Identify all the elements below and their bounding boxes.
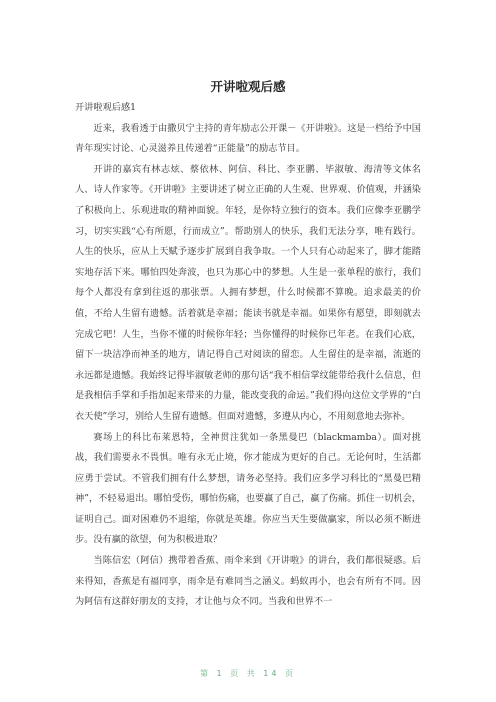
- paragraph-kobe: 赛场上的科比布莱恩特，全神贯注犹如一条黑曼巴（blackmamba）。面对挑战，我们需要永不畏惧。唯有永无止境，你才能成为更好的自己。无论何时，生活都应勇于尝试。不管我们拥有什么梦想，请务必坚持。我们应多学习科比的“黑曼巴精神”，不轻易退出。哪怕受伤，哪怕伤痛，也要赢了自己，赢了伤痛。抓住一切机会，证明自己。面对困难仍不退缩，你就是英雄。你应当天生要做赢家，所以必须不断进步。没有赢的欲望，何为积极进取？: [75, 431, 421, 546]
- page-number-footer: 第 1 页 共 14 页: [200, 669, 296, 678]
- document-title: 开讲啦观后感: [210, 79, 286, 94]
- document-body: [75, 98, 421, 613]
- paragraph-guests: 开讲的嘉宾有林志炫、蔡依林、阿信、科比、李亚鹏、毕淑敏、海清等文体名人、诗人作家等。《开讲啦》主要讲述了树立正确的人生观、世界观、价值观，并涵染了积极向上、乐观进取的精神面貌。年轻，是你特立独行的资本。我们应像李亚鹏学习，切实实践“心有所愿，行而成立”。帮助别人的快乐，我们无法分享，唯有践行。人生的快乐，应从上天赋予逐步扩展到自我争取。一个人只有心动起来了，脚才能踏实地存活下来。哪怕四处奔波，也只为那心中的梦想。人生是一张单程的旅行，我们每个人都没有拿到往返的那张票。人拥有梦想，什么时候都不算晚。追求最美的价值，不给人生留有遗憾。活着就是幸福；能读书就是幸福。如果你有愿望，即刻就去完成它吧！人生，当你不懂的时候你年轻；当你懂得的时候你已年老。在我们心底，留下一块洁净而神圣的地方，请记得自己对阅读的留恋。人生留住的是幸福，流逝的永远都是遗憾。我始终记得毕淑敏老师的那句话“我不相信掌纹能带给我什么信息，但是我相信手掌和手指加起来带来的力量，能改变我的命运。”我们得向这位文学界的“白衣天使”学习，别给人生留有遗憾。但面对遗憾，多遵从内心，不用刻意地去弥补。: [75, 163, 421, 422]
- paragraph-ashin: 当陈信宏（阿信）携带着香蕉、雨伞来到《开讲啦》的讲台，我们都很疑惑。后来得知，香蕉是有福同享，雨伞是有难同当之涵义。蚂蚁再小，也会有所有不同。因为阿信有这群好朋友的支持，才让他与众不同。当我和世界不一: [75, 555, 421, 608]
- paragraph-intro: 近来，我看透于由撒贝宁主持的青年励志公开课－《开讲啦》。这是一档给予中国青年现实讨论、心灵滋养且传递着“正能量”的励志节目。: [75, 122, 421, 155]
- section-subtitle: 开讲啦观后感1: [75, 102, 136, 113]
